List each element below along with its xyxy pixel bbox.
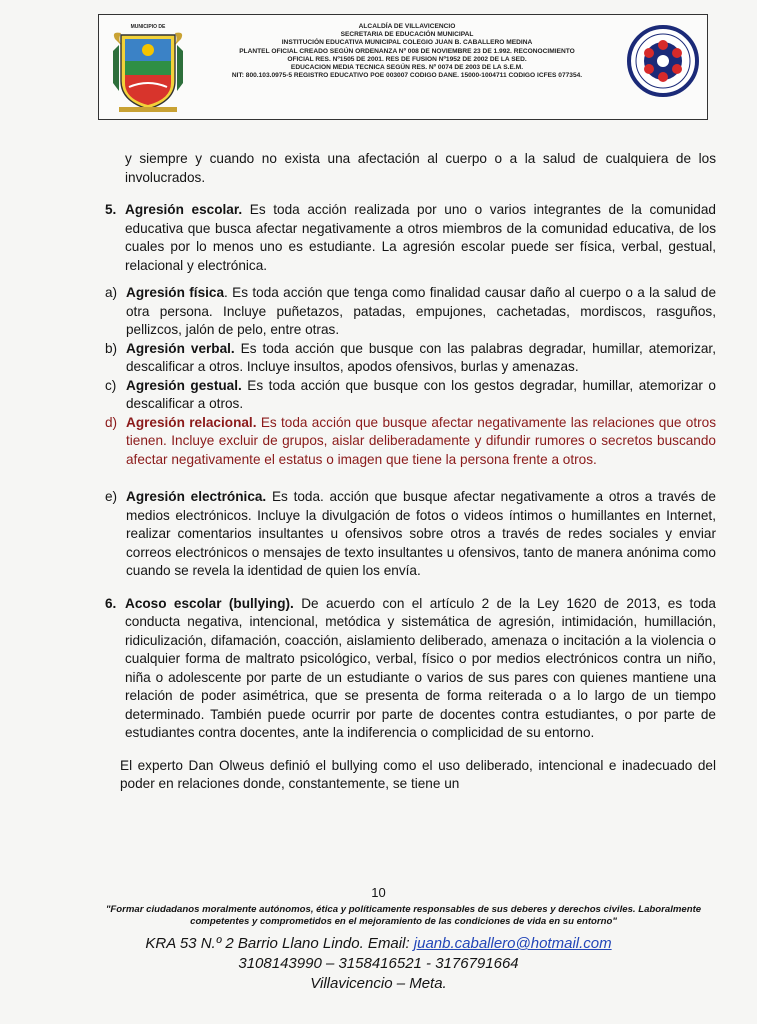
item-letter: a) bbox=[105, 285, 118, 300]
page-content bbox=[100, 150, 716, 794]
item-number: 5. bbox=[105, 202, 117, 217]
item-text: Es toda acción realizada por uno o varios integrantes de la comunidad educativa que busca afectar negativamente a otros miembros de la comunidad educativa, de los cuales por lo menos uno es estudiante. La agresión escolar puede ser física, verbal, gestual, relacional y electrónica. bbox=[125, 202, 716, 273]
item-title: Acoso escolar (bullying). bbox=[125, 595, 294, 611]
item-d-agresion-relacional bbox=[100, 414, 716, 470]
page-footer bbox=[0, 885, 757, 994]
shield-caption: MUNICIPIO DE bbox=[130, 24, 166, 30]
header-line: EDUCACION MEDIA TECNICA SEGÚN RES. Nº 0074 DE 2003 DE LA S.E.M. bbox=[290, 64, 524, 72]
item-title: Agresión relacional. bbox=[126, 414, 257, 430]
item-e-agresion-electronica bbox=[100, 488, 716, 581]
header-line: SECRETARIA DE EDUCACIÓN MUNICIPAL bbox=[340, 31, 474, 39]
item-text: Es toda. acción que busque afectar negativamente a otros a través de medios electrónicos. Incluye la divulgación de fotos o videos íntimos o humillantes en Internet, realizar comentarios insultantes u ofensivos sobre otros a través de redes sociales y enviar correos electrónicos o mensajes de texto insultantes u ofensivos, tanto de manera anónima como cuando se revela la identidad de quien los envía. bbox=[126, 489, 716, 578]
header-line: INSTITUCIÓN EDUCATIVA MUNICIPAL COLEGIO JUAN B. CABALLERO MEDINA bbox=[281, 39, 533, 47]
letterhead bbox=[98, 14, 708, 120]
item-title: Agresión escolar. bbox=[125, 202, 243, 217]
email-link[interactable]: juanb.caballero@hotmail.com bbox=[413, 935, 612, 952]
school-seal-logo bbox=[627, 25, 699, 97]
page-number: 10 bbox=[371, 885, 386, 900]
intro-paragraph: y siempre y cuando no exista una afectación al cuerpo o a la salud de cualquiera de los involucrados. bbox=[125, 151, 716, 185]
header-line: PLANTEL OFICIAL CREADO SEGÚN ORDENANZA Nº 008 DE NOVIEMBRE 23 DE 1.992. RECONOCIMIENTO bbox=[239, 47, 575, 55]
address-line bbox=[0, 934, 757, 954]
item-title: Agresión electrónica. bbox=[126, 489, 267, 504]
item-title: Agresión gestual. bbox=[126, 377, 242, 393]
header-line: NIT: 800.103.0975-5 REGISTRO EDUCATIVO POE 003007 CODIGO DANE. 15000-1004711 CODIGO ICFES 077354. bbox=[231, 72, 583, 80]
header-line: OFICIAL RES. Nº1505 DE 2001. RES DE FUSION Nº1952 DE 2002 DE LA SED. bbox=[287, 55, 527, 63]
closing-paragraph: El experto Dan Olweus definió el bullying como el uso deliberado, intencional e inadecuado del poder en relaciones donde, constantemente, se tiene un bbox=[120, 757, 716, 791]
item-text: Es toda acción que busque con los gestos degradar, humillar, atemorizar o descalificar a otros. bbox=[126, 377, 716, 411]
header-line: ALCALDÍA DE VILLAVICENCIO bbox=[358, 23, 456, 30]
contact-info bbox=[0, 934, 757, 994]
item-letter: d) bbox=[105, 414, 118, 430]
motto-line: competentes y comprometidos en el mejoramiento de las condiciones de vida en su entorno" bbox=[190, 916, 617, 927]
item-letter: e) bbox=[105, 489, 118, 504]
phone-numbers: 3108143990 – 3158416521 - 3176791664 bbox=[238, 955, 519, 972]
item-text: . Es toda acción que tenga como finalidad causar daño al cuerpo o a la salud de otra persona. Incluye puñetazos, patadas, empujones, cachetadas, mordiscos, rasguños, pellizcos, jalón de pelo, entre otras. bbox=[126, 285, 717, 337]
item-number: 6. bbox=[105, 595, 117, 611]
item-title: Agresión física bbox=[126, 285, 225, 300]
item-a-agresion-fisica bbox=[100, 284, 716, 340]
item-5-agresion-escolar bbox=[100, 201, 716, 275]
institutional-motto bbox=[0, 904, 757, 928]
item-b-agresion-verbal bbox=[100, 340, 716, 377]
item-c-agresion-gestual bbox=[100, 377, 716, 414]
letterhead-text bbox=[195, 23, 619, 80]
item-letter: b) bbox=[105, 340, 118, 356]
item-text: Es toda acción que busque afectar negativamente las relaciones que otros tienen. Incluye excluir de grupos, aislar deliberadamente y difundir rumores o secretos buscando afectar negativamente el estatus o imagen que tiene la persona frente a otros. bbox=[126, 414, 716, 467]
item-text: De acuerdo con el artículo 2 de la Ley 1620 de 2013, es toda conducta negativa, intencional, metódica y sistemática de agresión, intimidación, humillación, ridiculización, difamación, coacción, aislamiento deliberado, amenaza o incitación a la violencia o cualquier forma de maltrato psicológico, verbal, físico o por medios electrónicos contra un niño, niña o adolescente por parte de un estudiante o varios de sus pares con quienes mantiene una relación de poder asimétrica, que se presenta de forma reiterada o a lo largo de un tiempo determinado. También puede ocurrir por parte de docentes contra estudiantes, o por parte de estudiantes contra docentes, ante la indiferencia o complicidad de su entorno. bbox=[125, 595, 716, 740]
address-text: KRA 53 N.º 2 Barrio Llano Lindo. Email: bbox=[145, 935, 414, 952]
city-line: Villavicencio – Meta. bbox=[310, 975, 447, 992]
item-6-acoso-escolar bbox=[100, 595, 716, 743]
motto-line: "Formar ciudadanos moralmente autónomos, ética y políticamente responsables de sus deberes y derechos civiles. Laboralmente bbox=[105, 904, 702, 915]
item-letter: c) bbox=[105, 377, 117, 393]
municipal-shield-logo bbox=[107, 21, 189, 113]
item-text: Es toda acción que busque con las palabras degradar, humillar, atemorizar, descalificar a otros. Incluye insultos, apodos ofensivos, burlas y amenazas. bbox=[126, 340, 716, 374]
item-title: Agresión verbal. bbox=[126, 340, 235, 356]
